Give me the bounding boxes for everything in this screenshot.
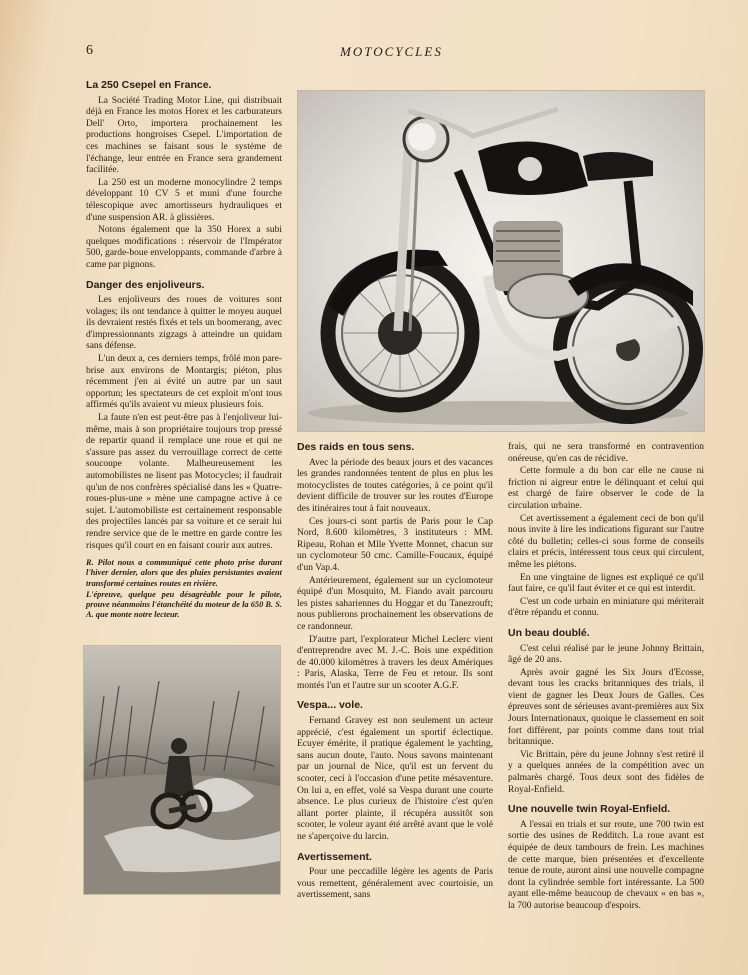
paragraph: D'autre part, l'explorateur Michel Leclerc vient d'entreprendre avec M. J.-C. Bois une expédition de 40.000 kilomètres à travers les deux Amériques : Paris, Alaska, Terre de Feu et retour. Ils sont montés l'un et l'autre sur un scooter A.G.F. [297, 634, 493, 691]
paragraph: Avec la période des beaux jours et des vacances les grandes randonnées tentent de plus en plus les motocyclistes de toutes catégories, à ce point qu'il devient difficile de trouver sur les routes d'Europe des itinéraires tout à fait nouveaux. [297, 457, 493, 514]
paragraph: La Société Trading Motor Line, qui distribuait déjà en France les motos Horex et les carburateurs Dell' Orto, importera prochainement les productions hongroises Csepel. L'importation de ces machines se faisant sous le système de l'échange, leur entrée en France sera grandement facilitée. [86, 95, 282, 176]
caption-line: R. Pilot nous a communiqué cette photo prise durant l'hiver dernier, alors que des pluies persistantes avaient transformé certaines routes en rivière. [86, 558, 282, 588]
paragraph: C'est celui réalisé par le jeune Johnny Brittain, âgé de 20 ans. [508, 643, 704, 666]
paragraph: Après avoir gagné les Six Jours d'Ecosse, devant tous les cracks britanniques des trials, il vient de gagner les Deux Jours de Galles. Ces épreuves sont de sérieuses avant-premières aux Six Jours Internationaux, quoique le classement en soit fort différent, par points comme dans tout trial britannique. [508, 667, 704, 748]
paragraph: Cet avertissement a également ceci de bon qu'il nous invite à lire les indications figurant sur l'autre côté du bulletin; celles-ci sous forme de conseils clairs et précis, intéressent tous ceux qui circulent, même les piétons. [508, 513, 704, 570]
paragraph: frais, qui ne sera transformé en contravention onéreuse, qu'en cas de récidive. [508, 442, 704, 464]
paragraph: Vic Brittain, père du jeune Johnny s'est retiré il y a quelques années de la compétition avec un palmarès chargé. Tous deux sont des fidèles de Royal-Enfield. [508, 749, 704, 795]
motorcycle-illustration [298, 91, 704, 431]
paragraph: A l'essai en trials et sur route, une 700 twin est sortie des usines de Redditch. La roue avant est équipée de deux tambours de frein. Les machines de cette marque, bien présentées et d'excellente tenue de route, auront ainsi une nouvelle compagne dont la cylindrée semble fort intéressante. La 500 ayant elle-même beaucoup de chevaux « en bas », la 700 autorise beaucoup d'espoirs. [508, 819, 704, 911]
paragraph: Fernand Gravey est non seulement un acteur apprécié, c'est également un sportif éclectique. Ecuyer émérite, il pratique également le yachting, sans aucun doute, l'auto. Nous savons maintenant par un journal de Nice, qu'il est un fervent du scooter, ceci à l'occasion d'une petite mésaventure. On lui a, en effet, volé sa Vespa durant une courte absence. Le plus curieux de l'histoire c'est qu'en allant porter plainte, il récupéra aussitôt son scooter, le voleur ayant été arrêté avant que le volé ne s'aperçoive du larcin. [297, 716, 493, 842]
paragraph: En une vingtaine de lignes est expliqué ce qu'il faut faire, ce qu'il faut éviter et ce qui est interdit. [508, 572, 704, 595]
column-middle [297, 442, 493, 902]
section-title-raids: Des raids en tous sens. [297, 441, 415, 453]
paragraph: La faute n'en est peut-être pas à l'enjoliveur lui-même, mais à son propriétaire toujours trop pressé de repartir quand il remplace une roue et qui ne s'assure pas assez du verrouillage correct de cette soucoupe volante. Malheureusement les automobilistes ne lisent pas Motocycles; il faudrait qu'un de nos confrères spécialisé dans les « Quatre-roues-plus-une » mène une campagne active à ce sujet. L'automobiliste est certainement responsable des projectiles lancés par sa voiture et ce serait lui rendre service que de le mettre en garde contre les risques qu'il court en en faisant courir aux autres. [86, 413, 282, 551]
paragraph: Pour une peccadille légère les agents de Paris vous remettent, généralement avec courtoisie, un avertissement, sans [297, 867, 493, 901]
paragraph: La 250 est un moderne monocylindre 2 temps développant 10 CV 5 et muni d'une fourche télescopique avec amortisseurs hydrauliques et d'une suspension AR. à glissières. [86, 177, 282, 223]
offroad-photo [83, 645, 281, 895]
paragraph: Cette formule a du bon car elle ne cause ni friction ni aigreur entre le délinquant et celui qui est chargé de faire observer le code de la circulation urbaine. [508, 466, 704, 511]
paragraph: Les enjoliveurs des roues de voitures sont volages; ils ont tendance à quitter le moyeu auquel ils devraient restés fixés et tels un boomerang, avec d'impressionnants zigzags à atteindre un quidam sans défense. [86, 295, 282, 352]
paragraph: L'un deux a, ces derniers temps, frôlé mon pare-brise aux environs de Montargis; piéton, plus récemment j'en ai évité un autre par un saut opportun; les spectateurs de cet exploit m'ont tous affirmés qu'ils avaient vu mieux plusieurs fois. [86, 354, 282, 411]
section-title-avertissement: Avertissement. [297, 850, 372, 863]
page-number: 6 [86, 43, 93, 58]
paragraph: Notons également que la 350 Horex a subi quelques modifications : réservoir de l'Impérator 500, garde-boue enveloppants, commande d'arbre à came par pignons. [86, 225, 282, 270]
paragraph: Antérieurement, également sur un cyclomoteur équipé d'un Mosquito, M. Fiando avait parcouru les pistes sahariennes du Hoggar et du Tanezrouft; nous publierons prochainement les observations de ce randonneur. [297, 575, 493, 632]
section-title-double: Un beau doublé. [508, 626, 590, 639]
section-title-royal-enfield: Une nouvelle twin Royal-Enfield. [508, 803, 671, 816]
running-title: MOTOCYCLES [340, 44, 443, 59]
paragraph: Ces jours-ci sont partis de Paris pour le Cap Nord, 8.600 kilomètres, 3 instituteurs : MM. Ripeau, Rohan et Mlle Yvette Monnet, chacun sur un cyclomoteur 50 cmc. Camille-Foucaux, équipé d'un Vap.4. [297, 516, 493, 573]
section-title-vespa: Vespa... vole. [297, 699, 363, 712]
photo-caption [86, 558, 282, 620]
section-title-enjoliveurs: Danger des enjoliveurs. [86, 278, 205, 291]
paragraph: C'est un code urbain en miniature qui mériterait d'être répandu et connu. [508, 596, 704, 619]
motorcycle-photo [297, 90, 705, 432]
offroad-illustration [84, 646, 280, 894]
column-right [508, 442, 704, 913]
column-left [86, 80, 282, 620]
caption-line: L'épreuve, quelque peu désagréable pour le pilote, prouve néanmoins l'étanchéité du moteur de la 650 B. S. A. que monte notre lecteur. [86, 589, 282, 620]
section-title-csepel: La 250 Csepel en France. [86, 79, 212, 91]
